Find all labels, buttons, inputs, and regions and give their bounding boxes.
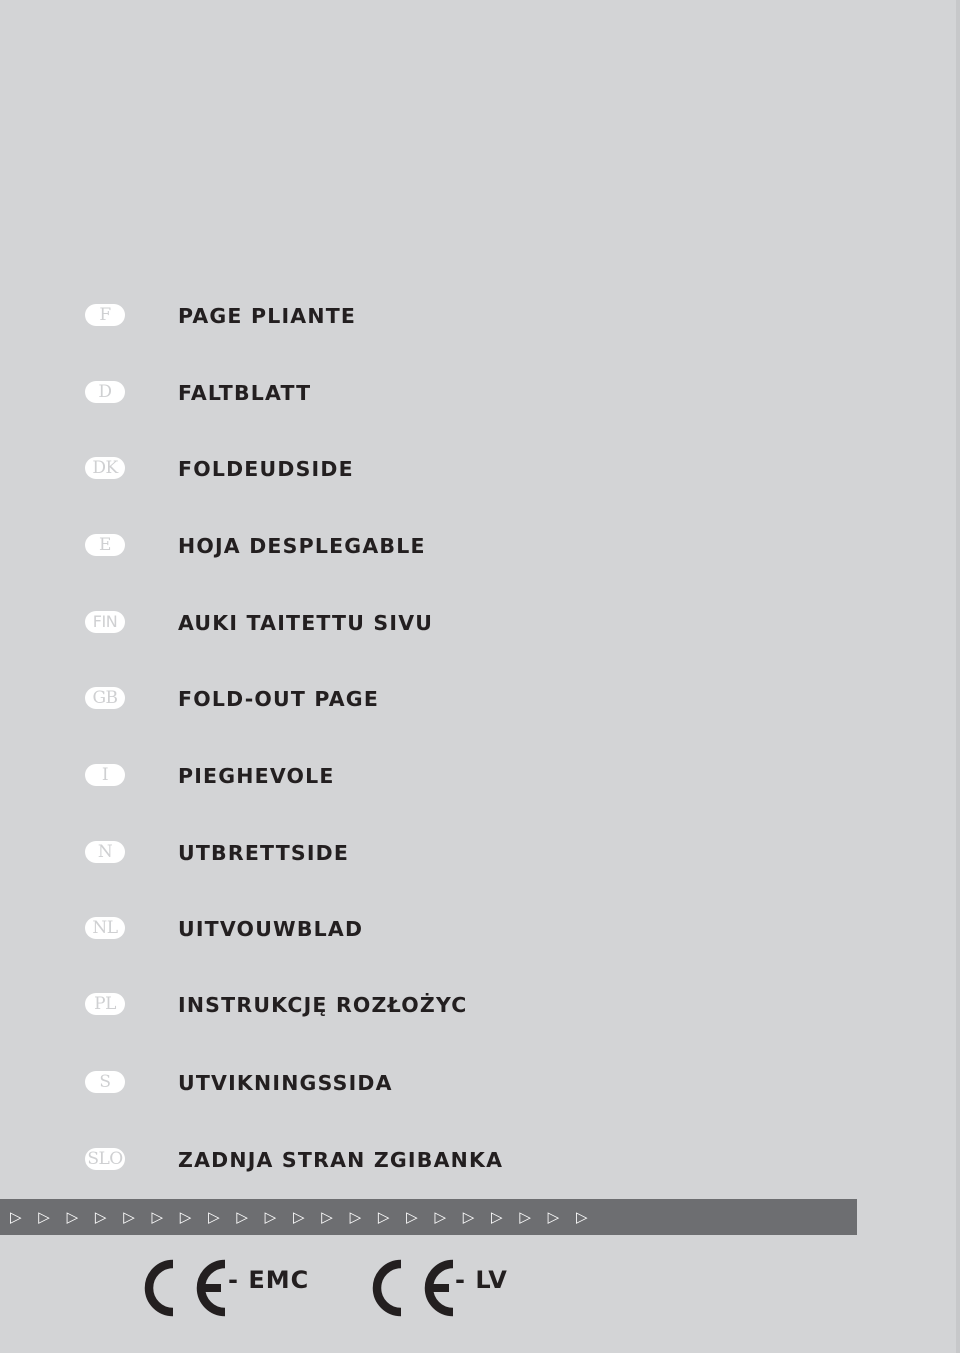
play-triangle-outline-icon: ▷ (38, 1208, 50, 1226)
play-triangle-outline-icon: ▷ (519, 1208, 531, 1226)
language-text-f: PAGE PLIANTE (178, 304, 357, 328)
language-badge-dk: DK (85, 457, 125, 479)
language-text-gb: FOLD-OUT PAGE (178, 687, 380, 711)
language-badge-d: D (85, 381, 125, 403)
play-triangle-outline-icon: ▷ (462, 1208, 475, 1226)
language-text-slo: ZADNJA STRAN ZGIBANKA (178, 1148, 504, 1172)
language-row-d (0, 373, 700, 413)
play-triangle-outline-icon: ▷ (349, 1208, 362, 1226)
play-triangle-outline-icon: ▷ (66, 1208, 79, 1226)
play-triangle-outline-icon: ▷ (575, 1208, 588, 1226)
ce-mark-icon (367, 1256, 457, 1320)
play-triangle-outline-icon: ▷ (179, 1208, 192, 1226)
language-badge-slo: SLO (85, 1148, 125, 1170)
play-triangle-outline-icon: ▷ (10, 1208, 22, 1226)
language-text-dk: FOLDEUDSIDE (178, 457, 354, 481)
arrow-row (10, 1199, 604, 1235)
play-triangle-outline-icon: ▷ (406, 1208, 418, 1226)
language-text-s: UTVIKNINGSSIDA (178, 1071, 393, 1095)
language-text-pl: INSTRUKCJĘ ROZŁOŻYC (178, 993, 468, 1017)
ce-mark-icon (139, 1256, 229, 1320)
language-row-gb (0, 679, 700, 719)
language-row-s (0, 1063, 700, 1103)
play-triangle-outline-icon: ▷ (236, 1208, 248, 1226)
play-triangle-outline-icon: ▷ (292, 1208, 305, 1226)
language-badge-fin: FIN (85, 611, 125, 633)
language-badge-e: E (85, 534, 125, 556)
play-triangle-outline-icon: ▷ (434, 1208, 446, 1226)
page-edge (956, 0, 960, 1353)
language-badge-s: S (85, 1071, 125, 1093)
language-row-slo (0, 1140, 700, 1180)
play-triangle-outline-icon: ▷ (123, 1208, 135, 1226)
language-badge-f: F (85, 304, 125, 326)
play-triangle-outline-icon: ▷ (491, 1208, 503, 1226)
language-text-i: PIEGHEVOLE (178, 764, 335, 788)
language-row-e (0, 526, 700, 566)
language-row-dk (0, 449, 700, 489)
language-row-nl (0, 909, 700, 949)
language-row-i (0, 756, 700, 796)
arrow-bar (0, 1199, 857, 1235)
play-triangle-outline-icon: ▷ (94, 1208, 107, 1226)
language-row-fin (0, 603, 700, 643)
language-row-n (0, 833, 700, 873)
language-badge-pl: PL (85, 993, 125, 1015)
play-triangle-outline-icon: ▷ (208, 1208, 220, 1226)
language-badge-gb: GB (85, 687, 125, 709)
language-row-pl (0, 985, 700, 1025)
language-badge-n: N (85, 841, 125, 863)
play-triangle-outline-icon: ▷ (321, 1208, 333, 1226)
language-badge-i: I (85, 764, 125, 786)
language-badge-nl: NL (85, 917, 125, 939)
ce-lv-label: - LV (455, 1266, 508, 1294)
language-text-n: UTBRETTSIDE (178, 841, 350, 865)
play-triangle-outline-icon: ▷ (377, 1208, 390, 1226)
language-text-fin: AUKI TAITETTU SIVU (178, 611, 434, 635)
language-text-e: HOJA DESPLEGABLE (178, 534, 426, 558)
play-triangle-outline-icon: ▷ (264, 1208, 277, 1226)
language-text-d: FALTBLATT (178, 381, 312, 405)
play-triangle-outline-icon: ▷ (151, 1208, 164, 1226)
play-triangle-outline-icon: ▷ (547, 1208, 560, 1226)
language-text-nl: UITVOUWBLAD (178, 917, 364, 941)
ce-emc-label: - EMC (228, 1266, 310, 1294)
language-row-f (0, 296, 700, 336)
